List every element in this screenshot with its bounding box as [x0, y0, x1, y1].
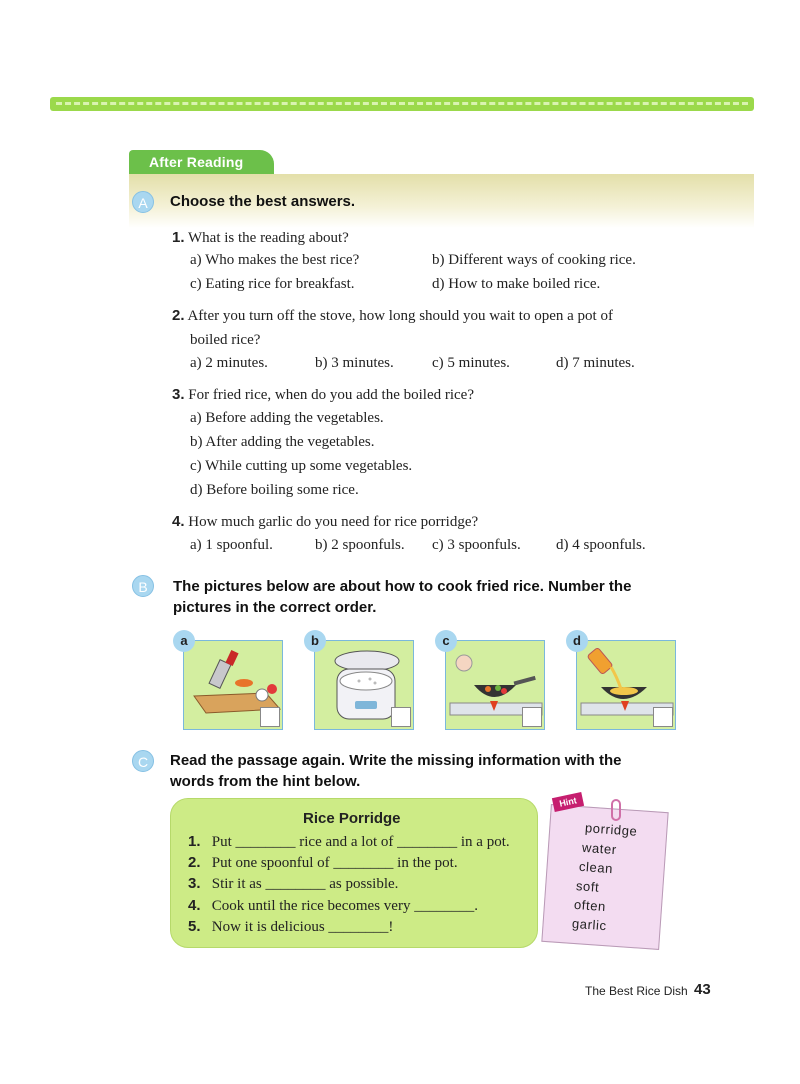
answer-box[interactable] [391, 707, 411, 727]
question-text: How much garlic do you need for rice porridge? [188, 514, 479, 530]
step-text[interactable]: Put ________ rice and a lot of ________ in a pot. [211, 834, 510, 850]
question-text: What is the reading about? [188, 230, 349, 246]
answer-option[interactable]: c) 3 spoonfuls. [432, 537, 521, 553]
paper-clip-icon [611, 799, 621, 821]
section-c-badge: C [132, 750, 154, 772]
hint-word: soft [575, 878, 600, 895]
picture-label: c [435, 630, 457, 652]
answer-box[interactable] [260, 707, 280, 727]
answer-option[interactable]: b) After adding the vegetables. [190, 434, 375, 450]
answer-box[interactable] [522, 707, 542, 727]
question-number: 2. [172, 307, 185, 324]
section-b-instruction-line2: pictures in the correct order. [173, 599, 377, 616]
step-text[interactable]: Stir it as ________ as possible. [211, 876, 399, 892]
answer-option[interactable]: c) 5 minutes. [432, 355, 510, 371]
answer-option[interactable]: a) Before adding the vegetables. [190, 410, 384, 426]
answer-box[interactable] [653, 707, 673, 727]
hint-word: water [581, 839, 618, 858]
question-text: After you turn off the stove, how long should you wait to open a pot of [187, 308, 613, 324]
hint-word: garlic [571, 915, 608, 934]
page-number: 43 [694, 981, 711, 998]
porridge-step [188, 916, 393, 938]
answer-option[interactable]: c) Eating rice for breakfast. [190, 276, 355, 292]
picture-d [576, 640, 676, 730]
answer-option[interactable]: a) Who makes the best rice? [190, 252, 360, 268]
question-3 [172, 383, 474, 407]
step-number: 5. [188, 918, 201, 935]
section-b-instruction-line1: The pictures below are about how to cook fried rice. Number the [173, 578, 632, 595]
answer-option[interactable]: a) 2 minutes. [190, 355, 268, 371]
step-text[interactable]: Now it is delicious ________! [211, 919, 394, 935]
hint-word: porridge [584, 820, 638, 839]
answer-option[interactable]: d) How to make boiled rice. [432, 276, 601, 292]
answer-option[interactable]: d) Before boiling some rice. [190, 482, 359, 498]
question-number: 3. [172, 386, 185, 403]
footer-title: The Best Rice Dish [585, 984, 688, 998]
picture-label: d [566, 630, 588, 652]
section-a-badge: A [132, 191, 154, 213]
picture-a [183, 640, 283, 730]
porridge-step [188, 852, 458, 874]
picture-label: b [304, 630, 326, 652]
question-text: For fried rice, when do you add the boiled rice? [188, 387, 474, 403]
section-a-instruction: Choose the best answers. [170, 193, 356, 210]
section-b-badge: B [132, 575, 154, 597]
section-c-instruction-line1: Read the passage again. Write the missing information with the [170, 752, 622, 769]
porridge-step [188, 831, 510, 853]
picture-label: a [173, 630, 195, 652]
step-number: 2. [188, 854, 201, 871]
porridge-step [188, 895, 478, 917]
hint-word: clean [578, 858, 614, 877]
answer-option[interactable]: b) 2 spoonfuls. [315, 537, 405, 553]
step-number: 4. [188, 897, 201, 914]
answer-option[interactable]: b) Different ways of cooking rice. [432, 252, 636, 268]
picture-b [314, 640, 414, 730]
step-number: 3. [188, 875, 201, 892]
question-number: 1. [172, 229, 185, 246]
question-1 [172, 226, 349, 250]
step-text[interactable]: Put one spoonful of ________ in the pot. [211, 855, 458, 871]
question-2 [172, 304, 613, 328]
top-decorative-band [50, 97, 754, 111]
answer-option[interactable]: c) While cutting up some vegetables. [190, 458, 413, 474]
porridge-step [188, 873, 398, 895]
step-text[interactable]: Cook until the rice becomes very ________. [211, 898, 478, 914]
answer-option[interactable]: d) 4 spoonfuls. [556, 537, 646, 553]
section-c-instruction-line2: words from the hint below. [170, 773, 361, 790]
question-number: 4. [172, 513, 185, 530]
section-tab: After Reading [129, 150, 274, 174]
question-text-continued: boiled rice? [190, 332, 261, 348]
answer-option[interactable]: b) 3 minutes. [315, 355, 394, 371]
hint-tag: Hint [552, 792, 584, 812]
rice-porridge-title: Rice Porridge [303, 810, 401, 827]
question-4 [172, 510, 478, 534]
picture-c [445, 640, 545, 730]
hint-word: often [573, 896, 607, 915]
step-number: 1. [188, 833, 201, 850]
answer-option[interactable]: d) 7 minutes. [556, 355, 635, 371]
answer-option[interactable]: a) 1 spoonful. [190, 537, 273, 553]
